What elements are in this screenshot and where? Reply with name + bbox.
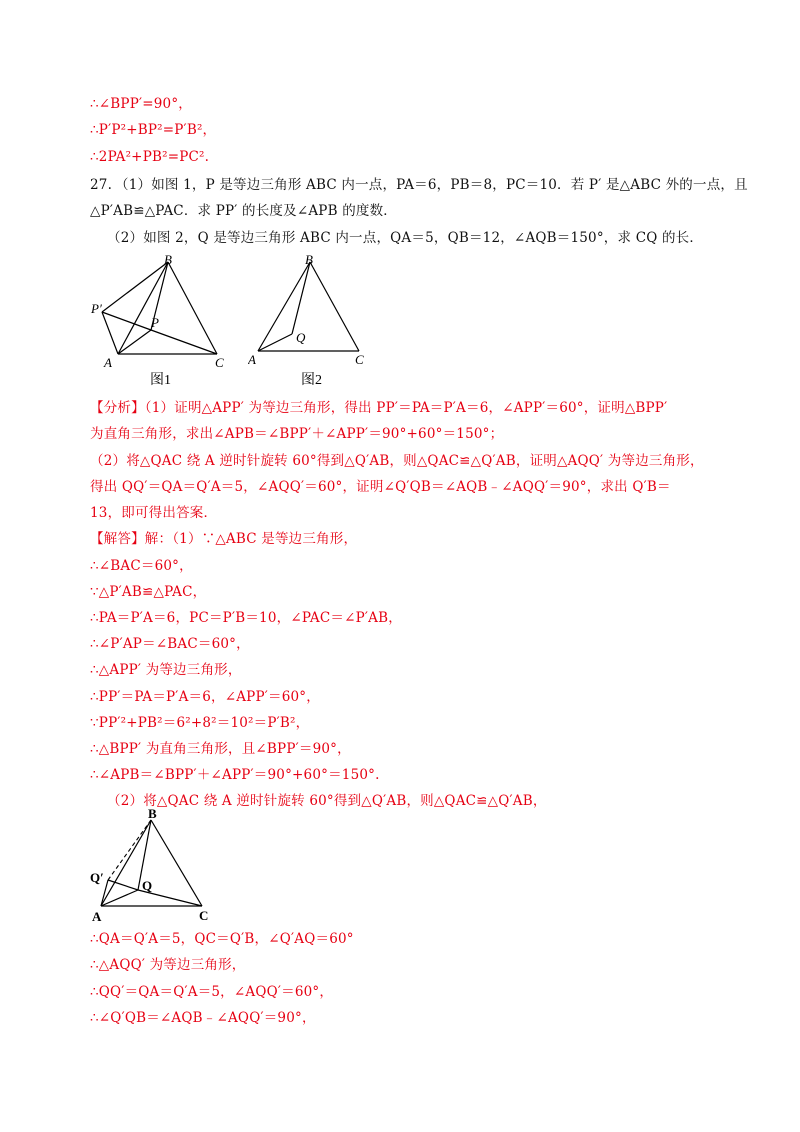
solution-line: ∴∠APB＝∠BPP′＋∠APP′＝90°+60°＝150°.	[90, 767, 380, 783]
figure-3-label-A: A	[92, 909, 102, 924]
solution-part2-line: ∴∠Q′QB＝∠AQB﹣∠AQQ′＝90°，	[90, 1010, 316, 1026]
solution-part2-line: ∴△AQQ′ 为等边三角形，	[90, 957, 246, 973]
figure-3-label-Q: Q	[142, 878, 153, 893]
figure-1-label-P: P	[151, 315, 159, 330]
solution-line: 【解答】解：（1）∵△ABC 是等边三角形，	[90, 531, 358, 547]
figure-3-diagram	[86, 806, 216, 926]
figure-3-label-C: C	[199, 908, 209, 923]
figure-1-diagram	[88, 250, 238, 390]
solution-line: ∴∠P′AP＝∠BAC＝60°，	[90, 636, 250, 652]
figure-3-label-Q-prime: Q′	[90, 870, 104, 885]
prev-solution-line: ∴2PA²+PB²=PC².	[90, 149, 210, 165]
prev-solution-line: ∴P′P²+BP²=P′B²，	[90, 122, 217, 138]
prev-solution-line: ∴∠BPP′=90°，	[90, 96, 192, 112]
problem-number: 27.	[90, 177, 113, 193]
figure-1	[88, 250, 238, 390]
figure-2-label-C: C	[355, 352, 364, 367]
figure-2	[248, 250, 378, 390]
analysis-line: 【分析】（1）证明△APP′ 为等边三角形，得出 PP′＝PA＝P′A＝6，∠APP′＝60°，证明△BPP′	[90, 400, 668, 416]
problem-part2: （2）如图 2，Q 是等边三角形 ABC 内一点，QA＝5，QB＝12，∠AQB＝150°，求 CQ 的长．	[107, 230, 704, 246]
solution-line: ∴PA＝P′A＝6，PC＝P′B＝10，∠PAC＝∠P′AB，	[90, 610, 402, 626]
figure-3-label-B: B	[148, 806, 157, 821]
solution-part2-line: ∴QA＝Q′A＝5，QC＝Q′B，∠Q′AQ＝60°	[90, 931, 354, 947]
figure-1-label-P-prime: P′	[91, 301, 102, 316]
figure-2-caption: 图2	[301, 373, 322, 388]
figure-1-caption: 图1	[150, 373, 171, 388]
analysis-line: 为直角三角形，求出∠APB＝∠BPP′＋∠APP′＝90°+60°＝150°；	[90, 426, 504, 442]
solution-line: ∵△P′AB≌△PAC，	[90, 584, 207, 600]
problem-part1-line2: △P′AB≌△PAC．求 PP′ 的长度及∠APB 的度数．	[90, 203, 397, 219]
solution-line: ∵PP′²+PB²＝6²+8²＝10²＝P′B²，	[90, 715, 310, 731]
analysis-line: 得出 QQ′＝QA＝Q′A＝5，∠AQQ′＝60°，证明∠Q′QB＝∠AQB﹣∠AQQ′＝90°，求出 Q′B＝	[90, 479, 671, 495]
solution-line: ∴△BPP′ 为直角三角形，且∠BPP′＝90°，	[90, 741, 351, 757]
solution-part2-line: ∴QQ′＝QA＝Q′A＝5，∠AQQ′＝60°，	[90, 984, 334, 1000]
problem-part1-line1: （1）如图 1，P 是等边三角形 ABC 内一点，PA＝6，PB＝8，PC＝10．若 P′ 是△ABC 外的一点，且	[115, 177, 748, 193]
figure-2-diagram	[248, 250, 378, 390]
figure-1-label-B: B	[164, 252, 172, 267]
figure-1-label-A: A	[104, 355, 112, 370]
figure-1-label-C: C	[215, 355, 224, 370]
solution-line: ∴∠BAC＝60°，	[90, 558, 193, 574]
figure-2-label-A: A	[248, 352, 256, 367]
solution-line: ∴△APP′ 为等边三角形，	[90, 662, 242, 678]
analysis-line: （2）将△QAC 绕 A 逆时针旋转 60°得到△Q′AB，则△QAC≌△Q′AB，证明△AQQ′ 为等边三角形，	[90, 453, 704, 469]
figure-3	[86, 806, 216, 926]
solution-part2-intro: （2）将△QAC 绕 A 逆时针旋转 60°得到△Q′AB，则△QAC≌△Q′AB，	[107, 793, 547, 809]
solution-line: ∴PP′＝PA＝P′A＝6，∠APP′＝60°，	[90, 689, 320, 705]
figure-2-label-Q: Q	[296, 330, 306, 345]
analysis-line: 13，即可得出答案．	[90, 505, 218, 521]
figure-2-label-B: B	[305, 252, 313, 267]
